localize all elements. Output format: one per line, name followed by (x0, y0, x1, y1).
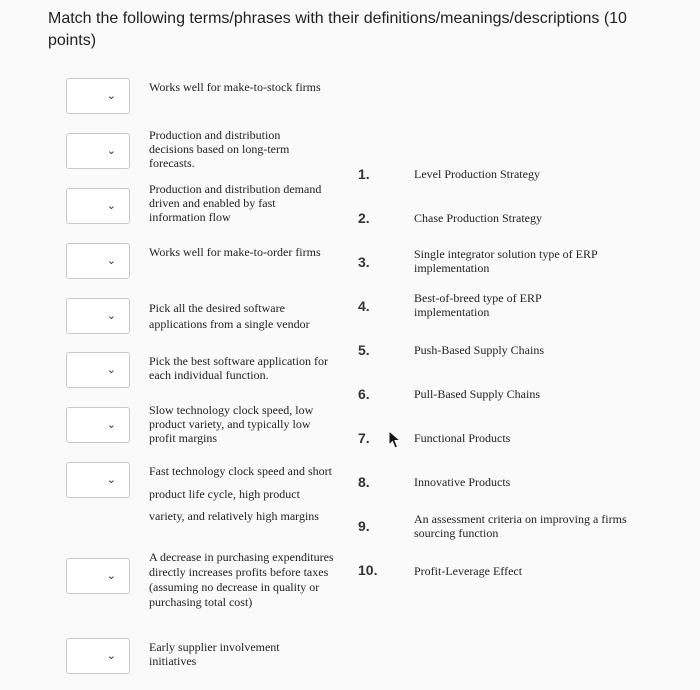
option-number: 1. (358, 166, 370, 182)
option-number: 7. (358, 430, 370, 446)
chevron-down-icon: ⌄ (106, 144, 116, 157)
term-text: A decrease in purchasing expenditures directly increases profits before taxes (assuming no decrease in quality or purchasing total cost) (149, 550, 334, 609)
option-text: Functional Products (414, 431, 511, 445)
option-number: 8. (358, 474, 370, 490)
chevron-down-icon: ⌄ (106, 418, 116, 431)
term-text: Works well for make-to-stock firms (149, 80, 321, 94)
mouse-cursor-icon (388, 430, 402, 450)
match-select-9[interactable] (66, 558, 130, 594)
option-number: 4. (358, 298, 370, 314)
option-text: Push-Based Supply Chains (414, 343, 545, 357)
match-select-5[interactable] (66, 298, 130, 334)
option-text: Profit-Leverage Effect (414, 564, 523, 578)
term-text: Early supplier involvement initiatives (149, 640, 280, 668)
term-text: Pick all the desired software applications from a single vendor (149, 301, 310, 331)
chevron-down-icon: ⌄ (106, 363, 116, 376)
option-text: Best-of-breed type of ERP implementation (414, 291, 542, 319)
option-text: Innovative Products (414, 475, 511, 489)
match-select-3[interactable] (66, 188, 130, 224)
option-number: 5. (358, 342, 370, 358)
option-number: 3. (358, 254, 370, 270)
term-text: Pick the best software application for each individual function. (149, 354, 328, 382)
term-text: Production and distribution decisions based on long-term forecasts. (149, 128, 290, 170)
option-number: 10. (358, 562, 378, 578)
option-text: Pull-Based Supply Chains (414, 387, 541, 401)
option-text: Single integrator solution type of ERP implementation (414, 247, 598, 275)
option-text: Level Production Strategy (414, 167, 540, 181)
question-title: Match the following terms/phrases with their definitions/meanings/descriptions (10 points) (48, 10, 627, 49)
term-text: Production and distribution demand driven and enabled by fast information flow (149, 182, 322, 224)
option-number: 2. (358, 210, 370, 226)
match-select-10[interactable] (66, 638, 130, 674)
match-select-8[interactable] (66, 462, 130, 498)
chevron-down-icon: ⌄ (106, 649, 116, 662)
chevron-down-icon: ⌄ (106, 89, 116, 102)
chevron-down-icon: ⌄ (106, 309, 116, 322)
match-select-6[interactable] (66, 352, 130, 388)
match-select-7[interactable] (66, 407, 130, 443)
term-text: Works well for make-to-order firms (149, 245, 321, 259)
match-select-4[interactable] (66, 243, 130, 279)
match-select-1[interactable] (66, 78, 130, 114)
term-text: Fast technology clock speed and short product life cycle, high product variety, and relatively high margins (149, 464, 332, 523)
option-number: 6. (358, 386, 370, 402)
chevron-down-icon: ⌄ (106, 569, 116, 582)
option-text: An assessment criteria on improving a firms sourcing function (414, 512, 627, 540)
chevron-down-icon: ⌄ (106, 473, 116, 486)
chevron-down-icon: ⌄ (106, 254, 116, 267)
chevron-down-icon: ⌄ (106, 199, 116, 212)
term-text: Slow technology clock speed, low product variety, and typically low profit margins (149, 403, 314, 445)
option-text: Chase Production Strategy (414, 211, 542, 225)
option-number: 9. (358, 518, 370, 534)
match-select-2[interactable] (66, 133, 130, 169)
